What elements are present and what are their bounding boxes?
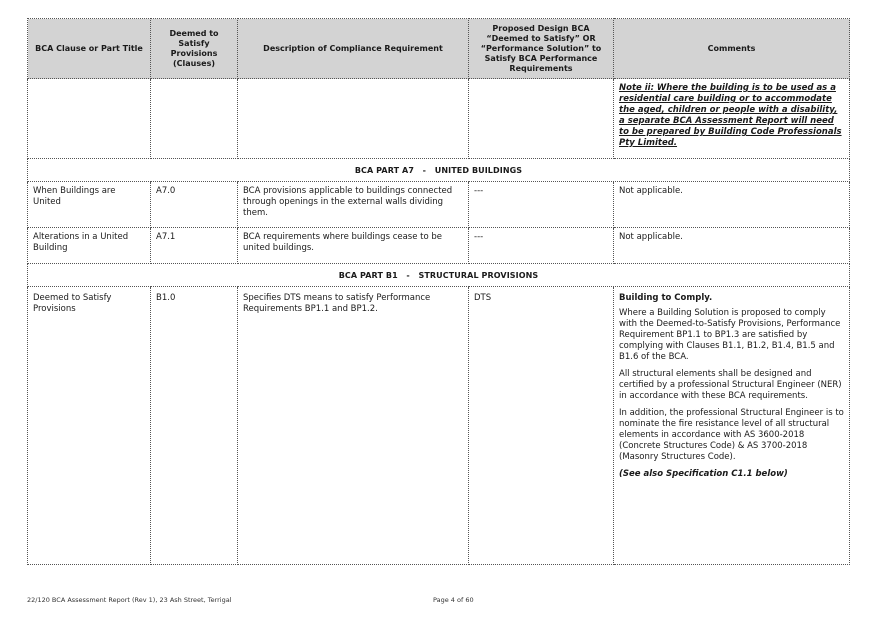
section-heading-a7: BCA PART A7 - UNITED BUILDINGS	[28, 159, 850, 182]
clause-title: When Buildings are United	[28, 182, 151, 228]
comment-paragraph: Where a Building Solution is proposed to comply with the Deemed-to-Satisfy Provisions, Performance Requirement BP1.1 to BP1.3 are satisfied by complying with Clauses B1.1, B1.2, B1.4, B1.5 and B1.6 of the BCA.	[619, 308, 841, 362]
table-row	[28, 287, 850, 565]
footer-report-reference: 22/120 BCA Assessment Report (Rev 1), 23 Ash Street, Terrigal	[27, 596, 232, 604]
header-description: Description of Compliance Requirement	[238, 19, 469, 79]
header-clause-title: BCA Clause or Part Title	[28, 19, 151, 79]
table-header-row	[28, 19, 850, 79]
clause-title: Alterations in a United Building	[28, 228, 151, 264]
section-row	[28, 159, 850, 182]
note-ii-comment: Note ii: Where the building is to be used as a residential care building or to accommodate the aged, children or people with a disability, a separate BCA Assessment Report will need to be prepared by Building Code Professionals Pty Limited.	[614, 79, 850, 159]
comment	[614, 287, 850, 565]
header-dts-provisions: Deemed to Satisfy Provisions (Clauses)	[151, 19, 238, 79]
clause-number: B1.0	[151, 287, 238, 565]
section-row	[28, 264, 850, 287]
footer-page-number: Page 4 of 60	[433, 596, 474, 604]
see-also-reference: (See also Specification C1.1 below)	[619, 469, 788, 479]
comment: Not applicable.	[614, 228, 850, 264]
header-comments: Comments	[614, 19, 850, 79]
clause-number: A7.0	[151, 182, 238, 228]
section-heading-b1: BCA PART B1 - STRUCTURAL PROVISIONS	[28, 264, 850, 287]
comment: Not applicable.	[614, 182, 850, 228]
requirement-description: BCA provisions applicable to buildings connected through openings in the external walls dividing them.	[238, 182, 469, 228]
requirement-description: BCA requirements where buildings cease to be united buildings.	[238, 228, 469, 264]
proposed-design: ---	[469, 182, 614, 228]
table-row	[28, 182, 850, 228]
comment-paragraph: In addition, the professional Structural Engineer is to nominate the fire resistance level of all structural elements in accordance with AS 3600-2018 (Concrete Structures Code) & AS 3700-2018 (Masonry Structures Code).	[619, 408, 844, 462]
table-row	[28, 79, 850, 159]
requirement-description: Specifies DTS means to satisfy Performance Requirements BP1.1 and BP1.2.	[238, 287, 469, 565]
proposed-design: DTS	[469, 287, 614, 565]
header-proposed-design: Proposed Design BCA “Deemed to Satisfy” OR “Performance Solution” to Satisfy BCA Performance Requirements	[469, 19, 614, 79]
clause-number: A7.1	[151, 228, 238, 264]
clause-title: Deemed to Satisfy Provisions	[28, 287, 151, 565]
table-row	[28, 228, 850, 264]
bca-compliance-table	[27, 18, 850, 565]
comment-paragraph: All structural elements shall be designed and certified by a professional Structural Engineer (NER) in accordance with these BCA requirements.	[619, 369, 842, 401]
comment-heading: Building to Comply.	[619, 293, 713, 303]
proposed-design: ---	[469, 228, 614, 264]
